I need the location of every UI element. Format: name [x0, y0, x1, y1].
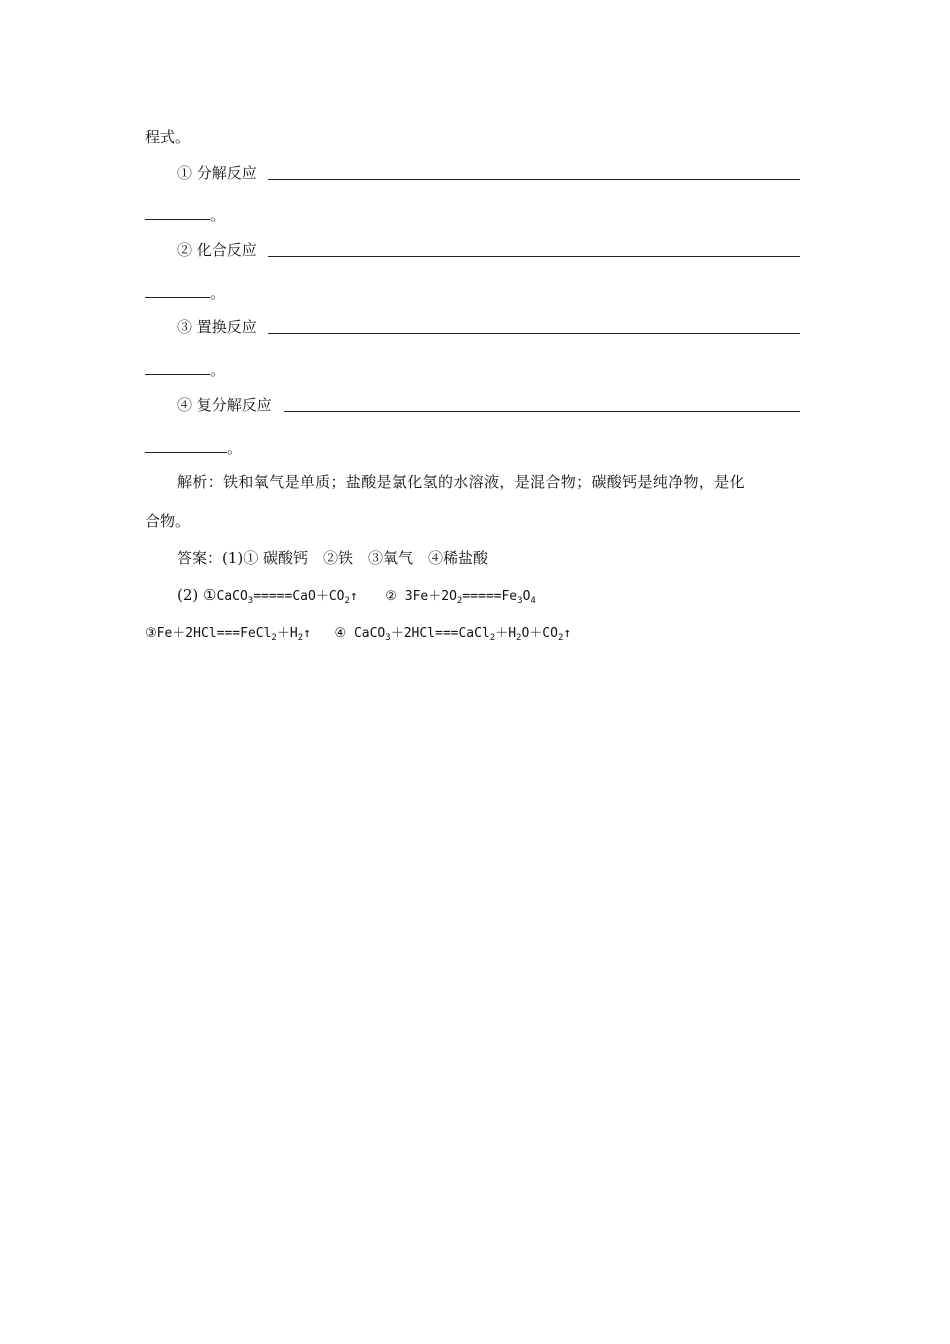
equation-4: ④ $CaCO_3+2HCl===CaCl_2+H_2O+CO_2↑$: [334, 626, 572, 643]
item-1-label: ① 分解反应: [177, 164, 257, 182]
item-4-label: ④ 复分解反应: [177, 396, 272, 414]
answer-equations-row-1: (2) $①CaCO_3=====CaO+CO_2↑$ ② $3Fe+2O_2=====Fe_3O_4$: [177, 586, 536, 606]
answer-equations-row-2: [145, 622, 571, 648]
analysis-line-2: 合物。: [145, 512, 191, 530]
answer-line-1: 答案：(1)① 碳酸钙 ②铁 ③氧气 ④稀盐酸: [177, 549, 489, 567]
equation-2: ② $3Fe+2O_2=====Fe_3O_4$: [385, 589, 536, 606]
intro-tail: 程式。: [145, 128, 191, 146]
item-4-blank-1: [284, 395, 800, 417]
item-1-blank-1: [268, 163, 800, 185]
equation-3: $③Fe+2HCl===FeCl_2+H_2↑$: [145, 626, 311, 643]
item-2-label: ② 化合反应: [177, 241, 257, 259]
item-1-blank-2: 。: [145, 203, 225, 225]
item-3-blank-2: 。: [145, 358, 225, 380]
item-3-label: ③ 置换反应: [177, 318, 257, 336]
item-2-blank-2: 。: [145, 281, 225, 303]
item-2-blank-1: [268, 240, 800, 262]
analysis-line-1: 解析：铁和氧气是单质；盐酸是氯化氢的水溶液，是混合物；碳酸钙是纯净物，是化: [177, 473, 745, 491]
item-3-blank-1: [268, 317, 800, 339]
equation-1: $CaCO_3=====CaO+CO_2↑$: [216, 589, 358, 606]
item-4-blank-2: 。: [145, 436, 242, 458]
